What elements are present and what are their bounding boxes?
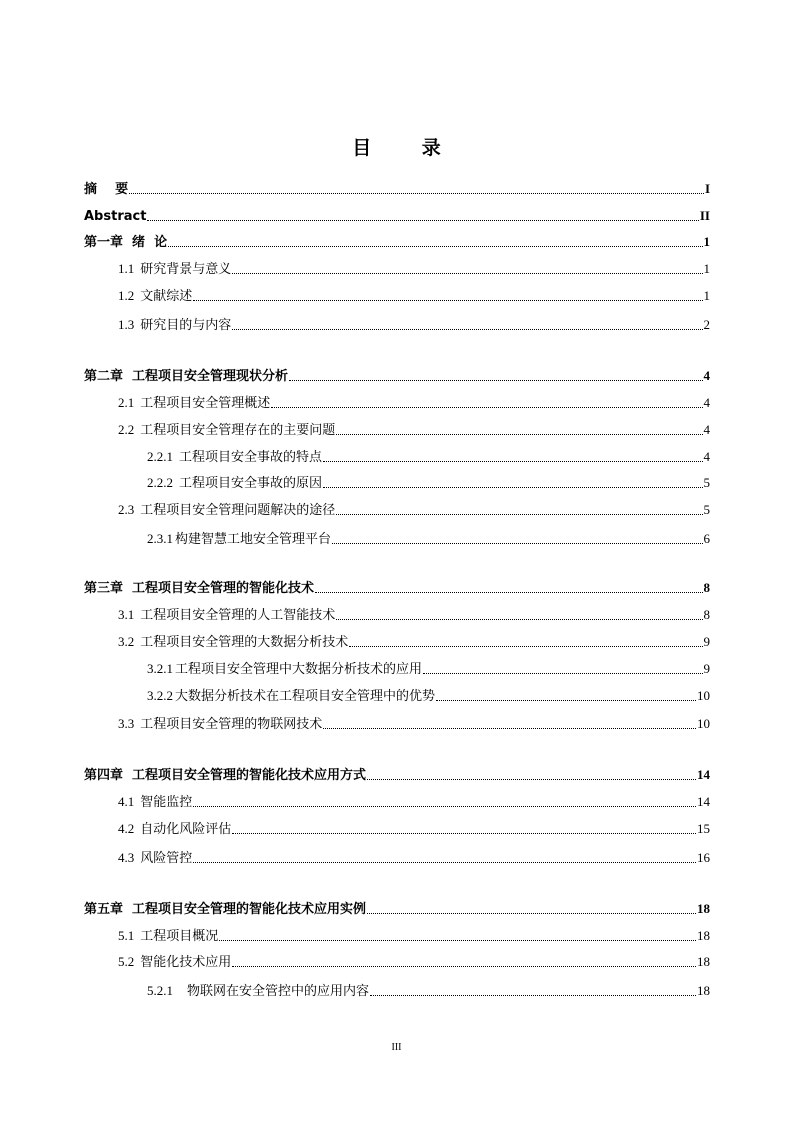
toc-entry-page: 8 — [703, 580, 710, 595]
toc-entry-title: 智能化技术应用 — [140, 955, 232, 970]
toc-entry-3-2[interactable] — [118, 632, 710, 652]
toc-entry-5-1[interactable] — [118, 926, 710, 946]
toc-leader-dots — [147, 220, 698, 221]
toc-leader-dots — [232, 833, 696, 834]
toc-entry-page: 4 — [703, 395, 710, 410]
toc-entry-number: 2.2.2 — [147, 475, 173, 490]
toc-entry-title: 工程项目安全事故的原因 — [179, 476, 323, 491]
toc-leader-dots — [349, 646, 702, 647]
toc-entry-page: 6 — [703, 531, 710, 546]
toc-entry-number: 3.2 — [118, 634, 135, 649]
toc-entry-number: 3.3 — [118, 716, 135, 731]
toc-entry-number: 2.3 — [118, 502, 135, 517]
toc-entry-number: 4.3 — [118, 850, 135, 865]
toc-entry-title: 风险管控 — [140, 851, 193, 866]
toc-entry-page: 10 — [697, 716, 710, 731]
toc-entry-4-2[interactable] — [118, 819, 710, 839]
toc-entry-4-3[interactable] — [118, 848, 710, 868]
toc-entry-chapter-4[interactable] — [84, 765, 710, 785]
toc-leader-dots — [315, 592, 702, 593]
toc-entry-number: 5.1 — [118, 928, 135, 943]
toc-entry-2-2-2[interactable] — [147, 473, 710, 493]
toc-entry-title: 智能监控 — [140, 795, 193, 810]
toc-entry-3-3[interactable] — [118, 714, 710, 734]
toc-leader-dots — [168, 246, 702, 247]
toc-entry-page: 18 — [697, 928, 710, 943]
toc-leader-dots — [219, 940, 696, 941]
toc-entry-3-2-2[interactable] — [147, 686, 710, 706]
toc-entry-page: 5 — [703, 475, 710, 490]
toc-entry-page: 18 — [697, 983, 710, 998]
toc-entry-page: 4 — [703, 422, 710, 437]
toc-entry-title: 研究背景与意义 — [140, 262, 232, 277]
toc-leader-dots — [323, 461, 702, 462]
toc-leader-dots — [367, 913, 696, 914]
toc-entry-page: 9 — [703, 634, 710, 649]
toc-entry-title: 工程项目安全管理的大数据分析技术 — [140, 635, 349, 650]
toc-leader-dots — [232, 329, 702, 330]
toc-entry-number: 2.2.1 — [147, 449, 173, 464]
toc-entry-page: 2 — [703, 317, 710, 332]
toc-entry-page: 14 — [697, 794, 710, 809]
toc-entry-1-2[interactable] — [118, 286, 710, 306]
page-title: 目 录 — [352, 137, 463, 159]
toc-entry-2-3-1[interactable] — [147, 529, 710, 549]
toc-entry-page: 18 — [697, 901, 710, 916]
toc-entry-title: 工程项目安全管理的人工智能技术 — [140, 608, 336, 623]
toc-entry-2-1[interactable] — [118, 393, 710, 413]
toc-entry-number: 2.2 — [118, 422, 135, 437]
toc-entry-page: 1 — [703, 288, 710, 303]
toc-entry-page: II — [699, 208, 710, 223]
toc-entry-number: 2.1 — [118, 395, 135, 410]
toc-entry-page: 1 — [703, 234, 710, 249]
toc-entry-title: 工程项目安全管理的物联网技术 — [140, 717, 323, 732]
toc-entry-title: 第一章 绪 论 — [84, 235, 168, 250]
toc-entry-number: 1.2 — [118, 288, 135, 303]
toc-entry-number: 3.2.2 — [147, 688, 173, 703]
toc-entry-title: 第三章 工程项目安全管理的智能化技术 — [84, 581, 315, 596]
toc-entry-3-2-1[interactable] — [147, 659, 710, 679]
toc-leader-dots — [423, 673, 702, 674]
toc-leader-dots — [336, 434, 702, 435]
toc-entry-title: 构建智慧工地安全管理平台 — [175, 532, 332, 547]
toc-entry-page: 15 — [697, 821, 710, 836]
toc-leader-dots — [193, 806, 696, 807]
toc-leader-dots — [232, 966, 696, 967]
toc-entry-title: 第二章 工程项目安全管理现状分析 — [84, 369, 289, 384]
toc-entry-2-2-1[interactable] — [147, 447, 710, 467]
toc-entry-number: 3.1 — [118, 607, 135, 622]
toc-entry-title: 研究目的与内容 — [140, 318, 232, 333]
toc-entry-number: 3.2.1 — [147, 661, 173, 676]
toc-entry-page: 10 — [697, 688, 710, 703]
toc-leader-dots — [129, 193, 704, 194]
toc-entry-title: 自动化风险评估 — [140, 822, 232, 837]
toc-entry-5-2-1[interactable] — [147, 981, 710, 1001]
toc-leader-dots — [336, 514, 702, 515]
toc-entry-title: 文献综述 — [140, 289, 193, 304]
toc-entry-title: 工程项目安全管理概述 — [140, 396, 271, 411]
toc-entry-number: 1.3 — [118, 317, 135, 332]
toc-leader-dots — [370, 995, 696, 996]
toc-leader-dots — [332, 543, 702, 544]
toc-entry-number: 4.2 — [118, 821, 135, 836]
toc-entry-title: 工程项目安全事故的特点 — [179, 450, 323, 465]
toc-entry-title: 工程项目安全管理问题解决的途径 — [140, 503, 336, 518]
toc-entry-page: 1 — [703, 261, 710, 276]
toc-entry-abstract-en[interactable] — [84, 206, 710, 226]
toc-entry-title: 工程项目安全管理中大数据分析技术的应用 — [175, 662, 423, 677]
toc-entry-page: 4 — [703, 368, 710, 383]
toc-entry-number: 1.1 — [118, 261, 135, 276]
toc-entry-chapter-2[interactable] — [84, 366, 710, 386]
toc-leader-dots — [367, 779, 696, 780]
toc-leader-dots — [323, 728, 696, 729]
toc-entry-title: 第四章 工程项目安全管理的智能化技术应用方式 — [84, 768, 367, 783]
toc-entry-page: 8 — [703, 607, 710, 622]
toc-entry-title: Abstract — [84, 209, 147, 224]
toc-entry-chapter-1[interactable] — [84, 232, 710, 252]
toc-leader-dots — [193, 300, 702, 301]
toc-entry-title: 第五章 工程项目安全管理的智能化技术应用实例 — [84, 902, 367, 917]
toc-leader-dots — [232, 273, 702, 274]
toc-entry-page: 9 — [703, 661, 710, 676]
toc-leader-dots — [193, 862, 696, 863]
toc-entry-number: 5.2.1 — [147, 983, 173, 998]
toc-entry-page: 18 — [697, 954, 710, 969]
toc-entry-number: 2.3.1 — [147, 531, 173, 546]
toc-entry-3-1[interactable] — [118, 605, 710, 625]
toc-entry-1-3[interactable] — [118, 315, 710, 335]
toc-entry-number: 4.1 — [118, 794, 135, 809]
toc-leader-dots — [271, 407, 702, 408]
toc-entry-number: 5.2 — [118, 954, 135, 969]
toc-entry-5-2[interactable] — [118, 952, 710, 972]
toc-entry-4-1[interactable] — [118, 792, 710, 812]
toc-leader-dots — [436, 700, 696, 701]
toc-leader-dots — [336, 619, 702, 620]
toc-entry-title: 大数据分析技术在工程项目安全管理中的优势 — [175, 689, 436, 704]
toc-entry-page: 14 — [697, 767, 710, 782]
toc-entry-2-3[interactable] — [118, 500, 710, 520]
page-number: III — [391, 1042, 402, 1053]
toc-entry-title: 工程项目概况 — [140, 929, 219, 944]
toc-entry-title: 工程项目安全管理存在的主要问题 — [140, 423, 336, 438]
toc-leader-dots — [323, 487, 702, 488]
toc-entry-title: 摘 要 — [84, 182, 129, 197]
toc-entry-2-2[interactable] — [118, 420, 710, 440]
toc-leader-dots — [289, 380, 702, 381]
toc-entry-title: 物联网在安全管控中的应用内容 — [187, 984, 370, 999]
toc-entry-page: 4 — [703, 449, 710, 464]
toc-entry-chapter-5[interactable] — [84, 899, 710, 919]
toc-entry-page: 16 — [697, 850, 710, 865]
toc-entry-1-1[interactable] — [118, 259, 710, 279]
toc-entry-chapter-3[interactable] — [84, 578, 710, 598]
toc-entry-page: 5 — [703, 502, 710, 517]
toc-entry-page: I — [704, 181, 710, 196]
toc-entry-abstract-cn[interactable] — [84, 179, 710, 199]
